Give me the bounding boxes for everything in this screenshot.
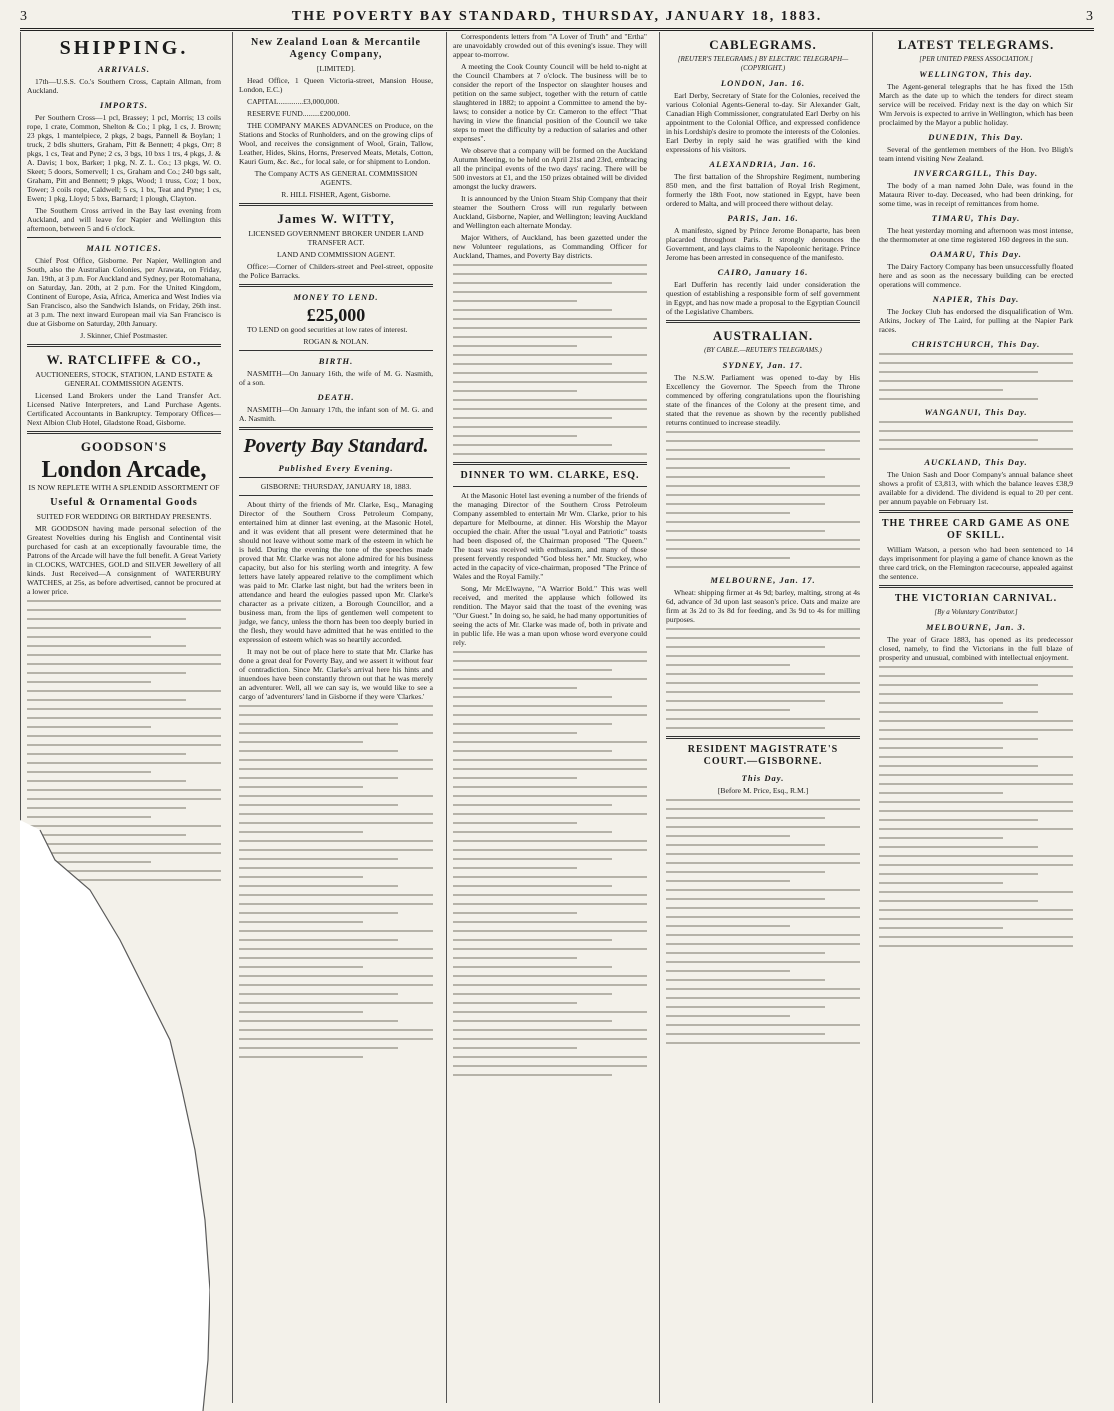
- divider: [879, 585, 1073, 588]
- column-3: [446, 32, 653, 1403]
- body-text-lines: [879, 353, 1073, 400]
- divider: [239, 203, 433, 206]
- divider: [27, 237, 221, 238]
- sydney-dateline: SYDNEY, Jan. 17.: [722, 360, 804, 370]
- oamaru-dateline: OAMARU, This Day.: [930, 249, 1022, 259]
- wanganui-dateline: WANGANUI, This Day.: [924, 407, 1028, 417]
- body-text-lines: [239, 705, 433, 1058]
- shipping-heading: SHIPPING.: [59, 37, 189, 59]
- newspaper-nameplate: Poverty Bay Standard.: [243, 435, 429, 457]
- reserve-fund-text: RESERVE FUND.........£200,000.: [247, 109, 351, 118]
- paris-dateline: PARIS, Jan. 16.: [727, 213, 799, 223]
- goodson-text: MR GOODSON having made personal selection of the Greatest Novelties during his English and Continental visit purchased for cash at an exceptionally favourable time, the Patrons of the Arcade will have the full benefit. A Great Variety in CLOCKS, WATCHES, GOLD and SILVER Jewellery of all kinds. Just Received—A consignment of WATERBURY WATCHES, at 25s, as before advertised, cannot be procured at a lower price.: [27, 524, 221, 596]
- dinner-text: At the Masonic Hotel last evening a number of the friends of the managing Director of the Southern Cross Petroleum Company assembled to entertain Mr Wm. Clarke, prior to his departure for Melbourne, at dinner. His Worship the Mayor occupied the chair. After the usual "Loyal and Patriotic" toasts had been disposed of, the Chairman proposed "The Queen." The toast was received with enthusiasm, and many of those present fervently responded "God bless her." Mr. Stuckey, who acted in the capacity of vice-chairman, proposed "The Prince of Wales and the Royal Family.": [453, 491, 647, 581]
- alexandria-dateline: ALEXANDRIA, Jan. 16.: [709, 159, 817, 169]
- alexandria-text: The first battalion of the Shropshire Regiment, numbering 850 men, and the first battalion of Royal Irish Regiment, formerly the 18th Foot, now stationed in Egypt, have been ordered to Malta, and will proceed there without delay.: [666, 172, 860, 208]
- arcade-heading: London Arcade,: [41, 457, 207, 483]
- carnival-text: The year of Grace 1883, has opened as its predecessor closed, namely, to find the Victorians in the full blaze of prosperity and unusual, combined with intellectual enjoyment.: [879, 635, 1073, 662]
- dateline: GISBORNE: THURSDAY, JANUARY 18, 1883.: [260, 482, 412, 491]
- nz-loan-heading: New Zealand Loan & Mercantile Agency Company,: [251, 37, 421, 60]
- union-company-text: It is announced by the Union Steam Ship Company that their steamer the Southern Cross will run regularly between Auckland, Gisborne, Napier, and Wellington; leaving Auckland and Wellington each alternate Monday.: [453, 194, 647, 230]
- sydney-text: The N.S.W. Parliament was opened to-day by His Excellency the Governor. The Speech from the Throne commenced by offering congratulations upon the flourishing state of the finances of the Colony at the present time, and stated that the revenue as shown by the recently published returns continued to increase steadily.: [666, 373, 860, 427]
- invercargill-dateline: INVERCARGILL, This Day.: [913, 168, 1039, 178]
- body-text-lines: [453, 651, 647, 1076]
- divider: [879, 510, 1073, 513]
- body-text-lines: [666, 628, 860, 729]
- dunedin-text: Several of the gentlemen members of the Hon. Ivo Bligh's team intend visiting New Zealand.: [879, 145, 1073, 163]
- witty-heading: James W. WITTY,: [277, 211, 395, 226]
- melbourne-dateline: MELBOURNE, Jan. 17.: [710, 575, 816, 585]
- witty-agent-line: LAND AND COMMISSION AGENT.: [277, 250, 395, 259]
- melbourne-jan3-dateline: MELBOURNE, Jan. 3.: [926, 622, 1026, 632]
- county-council-text: A meeting the Cook County Council will be held to-night at the Council Chambers at 7 o'clock. The business will be to consider the report of the Inspector on slaughter houses and petition on the same subject, together with the return of cattle slaughtered in 1882; to appoint a Committee to amend the by-laws; to consider a notice by Cr. Cameron to the effect "That having in view the financial position of the Council we take steps to meet the difficulty by a reduction of salaries and other expenses".: [453, 62, 647, 143]
- oamaru-text: The Dairy Factory Company has been unsuccessfully floated here and as soon as the necessary building can be erected operations will commence.: [879, 262, 1073, 289]
- divider: [27, 431, 221, 434]
- dinner-text-2: Song, Mr McElwayne, "A Warrior Bold." This was well received, and merited the applause which followed its rendition. The Mayor said that the toast of the evening was "Our Guest." In doing so, he said, he had many opportunities of seeing the acts of Mr. Clarke was made of, both in private and in public life. He was a man upon whose word everyone could rely.: [453, 584, 647, 647]
- birth-text: NASMITH—On January 16th, the wife of M. G. Nasmith, of a son.: [239, 369, 433, 387]
- before-text: [Before M. Price, Esq., R.M.]: [717, 786, 809, 795]
- body-text-lines: [666, 799, 860, 1044]
- arrival-text: 17th—U.S.S. Co.'s Southern Cross, Captain Allman, from Auckland.: [27, 77, 221, 95]
- capital-text: CAPITAL.............£3,000,000.: [247, 97, 340, 106]
- birth-heading: BIRTH.: [318, 356, 354, 366]
- cairo-dateline: CAIRO, January 16.: [717, 267, 809, 277]
- mail-notices-heading: MAIL NOTICES.: [86, 243, 162, 253]
- napier-text: The Jockey Club has endorsed the disqualification of Wm. Atkins, Jockey of The Laird, for pulling at the Napier Park races.: [879, 307, 1073, 334]
- auckland-text: The Union Sash and Door Company's annual balance sheet shows a profit of £3,813, with which the balance leaves £38,9 available for a dividend. The dividend is equal to 20 per cent. per annum payable on February 1st.: [879, 470, 1073, 506]
- imports-heading: IMPORTS.: [100, 100, 148, 110]
- column-2: [232, 32, 439, 1403]
- withers-text: Major Withers, of Auckland, has been gazetted under the new Volunteer regulations, as Commanding Officer for Auckland, Thames, and Poverty Bay districts.: [453, 233, 647, 260]
- melbourne-text: Wheat: shipping firmer at 4s 9d; barley, malting, strong at 4s 6d, advance of 3d upon last season's price. Oats and maize are firm at 3s 2d to 3s 8d for feeding, and 3s 9d to 4s for milling purposes.: [666, 588, 860, 624]
- published-tagline: Published Every Evening.: [278, 463, 394, 473]
- cablegrams-subheading: [REUTER'S TELEGRAMS.] BY ELECTRIC TELEGRAPH—(COPYRIGHT.): [677, 55, 849, 72]
- divider: [27, 344, 221, 347]
- three-card-heading: THE THREE CARD GAME AS ONE OF SKILL.: [881, 518, 1071, 541]
- goodson-heading: GOODSON'S: [80, 439, 168, 454]
- useful-goods-heading: Useful & Ornamental Goods: [50, 497, 198, 508]
- money-heading: MONEY TO LEND.: [293, 292, 379, 302]
- arrivals-heading: ARRIVALS.: [97, 64, 151, 74]
- london-text: Earl Derby, Secretary of State for the Colonies, received the various Colonial Agents-General to-day. Sir Alexander Galt, Canadian High Commissioner, congratulated Earl Derby on his appointment to the Colonial Office, and expressed confidence in his Lordship's desire to promote the interests of the Colonies. Earl Derby in reply said he was gratified with the kind expressions of his visitors.: [666, 91, 860, 154]
- napier-dateline: NAPIER, This Day.: [932, 294, 1020, 304]
- leader-text: About thirty of the friends of Mr. Clarke, Esq., Managing Director of the Southern Cross Petroleum Company, entertained him at dinner last evening, at the Masonic Hotel, and it was evident that all present were determined that he should not leave without some mark of the esteem in which he is held. During the evening the tone of the speeches made proved that Mr. Clarke was not alone admired for his business capacity, but also for his sterling worth and integrity. A few letters have lately appeared relative to the compliment which was paid to Mr. Clarke last night, but had the writers been in attendance and heard the eulogies passed upon Mr. Clarke's character as a private citizen, a Borough Councillor, and a business man, from the lips of gentlemen well competent to judge, we fancy, unless the thorn has been too deeply buried in the flesh, they would have admitted that he was entitled to the expression of esteem which was so heartily accorded.: [239, 500, 433, 644]
- wellington-text: The Agent-general telegraphs that he has fixed the 15th March as the date up to which the tenders for direct steam service will be received. Friday next is the day on which Sir Wm Jervois is expected to arrive in Wellington, which has been proclaimed by the Mayor a public holiday.: [879, 82, 1073, 127]
- divider: [239, 350, 433, 351]
- timaru-dateline: TIMARU, This Day.: [931, 213, 1021, 223]
- torn-page-area: [20, 820, 210, 1411]
- latest-subheading: [PER UNITED PRESS ASSOCIATION.]: [919, 55, 1033, 63]
- invercargill-text: The body of a man named John Dale, was found in the Mataura River to-day. Deceased, who had been drinking, for some time, was in receipt of remittances from home.: [879, 181, 1073, 208]
- wellington-dateline: WELLINGTON, This day.: [919, 69, 1033, 79]
- correspondents-note: Correspondents letters from "A Lover of Truth" and "Ertha" are unavoidably crowded out of this evening's issue. They will appear to-morrow.: [453, 32, 647, 59]
- death-heading: DEATH.: [317, 392, 355, 402]
- rogan-nolan-text: ROGAN & NOLAN.: [303, 337, 369, 346]
- ratcliffe-tagline: AUCTIONEERS, STOCK, STATION, LAND ESTATE & GENERAL COMMISSION AGENTS.: [35, 370, 213, 388]
- dunedin-dateline: DUNEDIN, This Day.: [928, 132, 1024, 142]
- company-text: THE COMPANY MAKES ADVANCES on Produce, on the Stations and Stocks of Runholders, and on the growing clips of Wool, and receives the consignment of Wool, Grain, Tallow, Leather, Hides, Skins, Horns, Preserved Meats, Metals, Cotton, Kauri Gum, &c. &c., for local sale, or for shipment to London.: [239, 121, 433, 166]
- divider: [666, 736, 860, 739]
- body-text-lines: [879, 666, 1073, 947]
- divider: [239, 284, 433, 287]
- divider: [239, 427, 433, 430]
- arcade-subheading: IS NOW REPLETE WITH A SPLENDID ASSORTMENT OF: [28, 483, 220, 492]
- dinner-heading: DINNER TO WM. CLARKE, ESQ.: [460, 470, 640, 481]
- leader-text-2: It may not be out of place here to state that Mr. Clarke has done a great deal for Poverty Bay, and we assert it without fear of contradiction. Since Mr. Clarke's arrival here his hints and inuendoes have been constantly thrown out that he was merely an adventurer. Well, all we can say is, we would like to see a cargo of 'adventurers' land in Gisborne if they were 'Clarkes.': [239, 647, 433, 701]
- body-text-lines: [453, 264, 647, 455]
- page-number-right: 3: [1086, 9, 1094, 24]
- london-dateline: LONDON, Jan. 16.: [720, 78, 806, 88]
- southern-cross-text: The Southern Cross arrived in the Bay last evening from Auckland, and will leave for Napier and Wellington this afternoon, between 5 and 6 o'clock.: [27, 206, 221, 233]
- australian-subheading: (BY CABLE.—REUTER'S TELEGRAMS.): [704, 346, 822, 354]
- ratcliffe-text: Licensed Land Brokers under the Land Transfer Act. Licensed Native Interpreters, and Land Purchase Agents. Certificated Accountants in Bankruptcy. Temporary Offices—Next Albion Club Hotel, Gladstone Road, Gisborne.: [27, 391, 221, 427]
- head-office-text: Head Office, 1 Queen Victoria-street, Mansion House, London, E.C.): [239, 76, 433, 94]
- body-text-lines: [879, 421, 1073, 450]
- witty-tagline: LICENSED GOVERNMENT BROKER UNDER LAND TRANSFER ACT.: [248, 229, 424, 247]
- ratcliffe-heading: W. RATCLIFFE & CO.,: [46, 352, 202, 367]
- australian-heading: AUSTRALIAN.: [712, 328, 814, 343]
- column-5: [872, 32, 1079, 1403]
- cairo-text: Earl Dufferin has recently laid under consideration the question of establishing a responsible form of self government in Egypt, and has now made a proposal to the Egyptian Council of the Legislative Chambers.: [666, 280, 860, 316]
- masthead: [20, 6, 1094, 31]
- witty-office-text: Office:—Corner of Childers-street and Peel-street, opposite the Police Barracks.: [239, 262, 433, 280]
- column-4: [659, 32, 866, 1403]
- loan-text: TO LEND on good securities at low rates of interest.: [247, 325, 408, 334]
- page-number: 3: [20, 9, 28, 24]
- divider: [453, 486, 647, 487]
- suited-text: SUITED FOR WEDDING OR BIRTHDAY PRESENTS.: [36, 512, 212, 521]
- this-day-heading: This Day.: [741, 773, 785, 783]
- body-text-lines: [666, 431, 860, 568]
- limited-text: [LIMITED].: [316, 64, 356, 73]
- carnival-heading: THE VICTORIAN CARNIVAL.: [894, 593, 1058, 604]
- paris-text: A manifesto, signed by Prince Jerome Bonaparte, has been placarded throughout Paris. It strongly denounces the Government, and lays claims to the Napoleonic heritage. Prince Jerome has been arrested in consequence of the manifesto.: [666, 226, 861, 262]
- auckland-dateline: AUCKLAND, This Day.: [924, 457, 1028, 467]
- masthead-title: THE POVERTY BAY STANDARD, THURSDAY, JANUARY 18, 1883.: [291, 9, 823, 24]
- timaru-text: The heat yesterday morning and afternoon was most intense, the thermometer at one time registered 160 degrees in the sun.: [879, 226, 1073, 244]
- christchurch-dateline: CHRISTCHURCH, This Day.: [911, 339, 1041, 349]
- divider: [666, 320, 860, 323]
- agents-text: The Company ACTS AS GENERAL COMMISSION AGENTS.: [254, 169, 418, 187]
- three-card-text: William Watson, a person who had been sentenced to 14 days imprisonment for playing a game of chance known as the three card trick, on the Flemington racecourse, appealed against the sentence.: [879, 545, 1073, 581]
- divider: [239, 477, 433, 478]
- postmaster-signature: J. Skinner, Chief Postmaster.: [80, 331, 168, 340]
- rm-court-heading: RESIDENT MAGISTRATE'S COURT.—GISBORNE.: [687, 744, 839, 767]
- loan-sum: £25,000: [306, 305, 366, 325]
- imports-text: Per Southern Cross—1 pcl, Brassey; 1 pcl, Morris; 13 coils rope, 1 crate, Common, Shelton & Co.; 1 pkg, 1 cs, J. Brown; 23 pkgs, 1 mantelpiece, 2 pkgs, 2 bags, Pannell & Boylan; 1 truck, 2 bdls shutters, Graham, Pitt & Bennett; 4 pkgs, Orr; 8 pkgs, 1 cs, Teat and Pyne; 2 cs, 3 bgs, 10 bxs 1 trs, 4 pkgs, J. & A. Davis; 1 box, Barker; 1 pkg, N. Z. L. Co.; 13 pkgs, W. O. Skeet; 5 doors, Somervell; 1 cs, Graham and Co.; 240 bgs salt, Graham, Pitt and Bennett; 9 pkgs, Wood; 1 truss, Coz; 1 box, Tower; 3 coils rope, Caldwell; 5 cs, 1 bx, Teat and Pyne; 1 cs, Ewen; 1 pkg, Lloyd; 5 bxs, Barnard; 1 plough, Clayton.: [27, 113, 221, 203]
- death-text: NASMITH—On January 17th, the infant son of M. G. and A. Nasmith.: [239, 405, 433, 423]
- latest-telegrams-heading: LATEST TELEGRAMS.: [897, 37, 1055, 52]
- fisher-text: R. HILL FISHER, Agent, Gisborne.: [281, 190, 391, 199]
- mail-text: Chief Post Office, Gisborne. Per Napier, Wellington and South, also the Australian Colonies, per Arawata, on Friday, Jan. 19th, at 3 p.m. For Auckland and Sydney, per Rotomahana, on Saturday, Jan. 20th, at 2 p.m. For the United Kingdom, Continent of Europe, Asia, Africa, America and West Indies via San Francisco, also the Sandwich Islands, on Friday, 26th inst. at 3 p.m. The next inward European mail via San Francisco is due at Gisborne on Saturday, 20th January.: [27, 256, 221, 328]
- divider: [453, 462, 647, 465]
- racing-company-text: We observe that a company will be formed on the Auckland Autumn Meeting, to be held on April 21st and 23rd, embracing all the principal events of the two days' racing. There will be 500 investors at £1, and the 150 prizes obtained will be divided amongst the lucky drawers.: [453, 146, 647, 191]
- cablegrams-heading: CABLEGRAMS.: [709, 37, 817, 52]
- divider: [239, 495, 433, 496]
- carnival-subheading: [By a Voluntary Contributor.]: [934, 608, 1018, 616]
